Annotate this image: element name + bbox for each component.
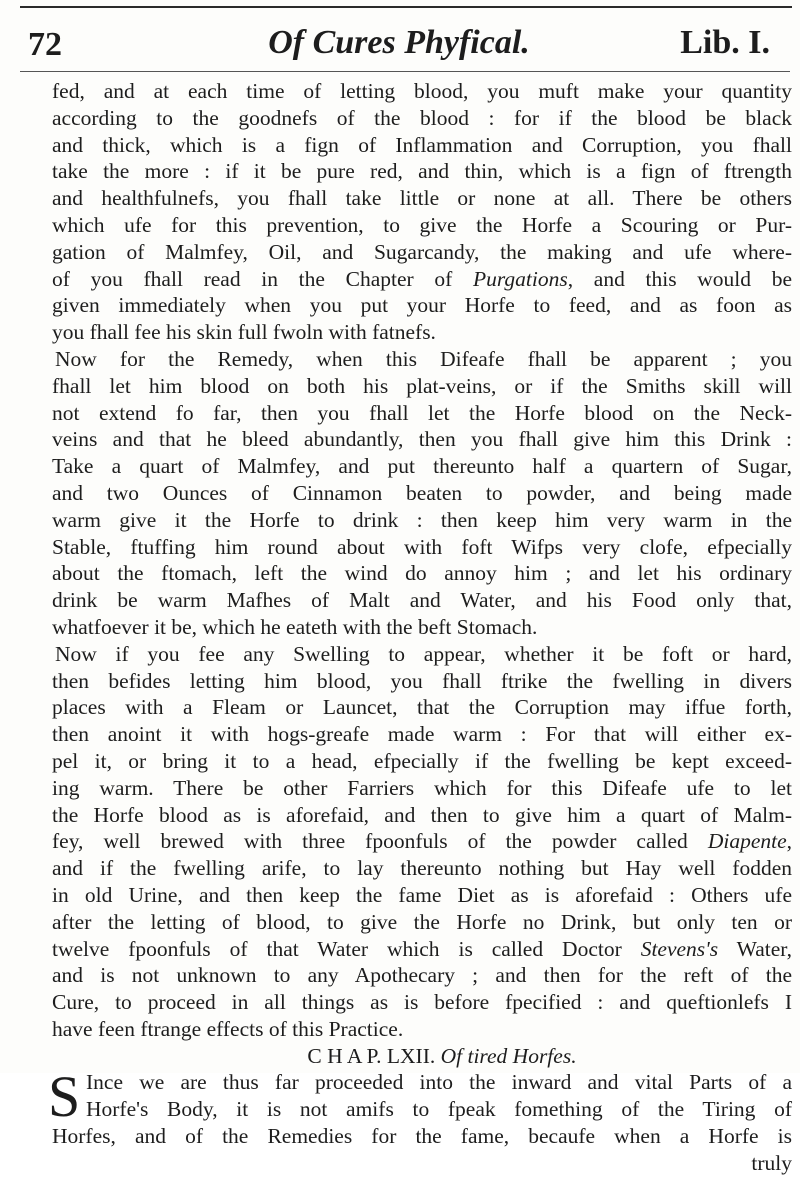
text-line: gation of Malmfey, Oil, and Sugarcandy, the making and ufe where- [52, 239, 792, 264]
text-line: Cure, to proceed in all things as is before fpecified : and queftionlefs I [52, 990, 792, 1015]
text-line: Horfe's Body, it is not amifs to fpeak fomething of the Tiring of [86, 1097, 792, 1122]
text-line: given immediately when you put your Horfe to feed, and as foon as [52, 293, 792, 318]
chapter-opening [48, 1064, 792, 1176]
italic-term: Stevens's [640, 936, 719, 961]
text-line: which ufe for this prevention, to give the Horfe a Scouring or Pur- [52, 212, 792, 237]
chapter-title: Of tired Horfes. [440, 1043, 577, 1068]
text-line: Take a quart of Malmfey, and put thereunto half a quartern of Sugar, [52, 454, 792, 479]
text-line: drink be warm Mafhes of Malt and Water, and his Food only that, [52, 588, 792, 613]
chapter-number: C H A P. LXII. [307, 1043, 436, 1068]
text-line: take the more : if it be pure red, and thin, which is a fign of ftrength [52, 159, 792, 184]
text-line: and healthfulnefs, you fhall take little or none at all. There be others [52, 186, 792, 211]
text-line: Ince we are thus far proceeded into the inward and vital Parts of a [86, 1070, 792, 1095]
text-line: Horfes, and of the Remedies for the fame, becaufe when a Horfe is [52, 1124, 792, 1149]
text-line: after the letting of blood, to give the Horfe no Drink, but only ten or [52, 909, 792, 934]
catchword: truly [751, 1150, 792, 1175]
text-line: and if the fwelling arife, to lay thereunto nothing but Hay well fodden [52, 856, 792, 881]
text-line: not extend fo far, then you fhall let the Horfe blood on the Neck- [52, 400, 792, 425]
text-line: fed, and at each time of letting blood, you muft make your quantity [52, 79, 792, 103]
text-line: twelve fpoonfuls of that Water which is called Doctor Stevens's Water, [52, 936, 792, 961]
text-line: veins and that he bleed abundantly, then you fhall give him this Drink : [52, 427, 792, 452]
text-line: fey, well brewed with three fpoonfuls of the powder called Diapente, [52, 829, 792, 854]
text-line: Now if you fee any Swelling to appear, whether it be foft or hard, [55, 641, 792, 666]
top-border-rule [20, 6, 792, 8]
italic-term: Diapente [707, 829, 787, 854]
page-header [28, 20, 770, 70]
text-line: have feen ftrange effects of this Practice. [52, 1016, 404, 1041]
text-line: places with a Fleam or Launcet, that the Corruption may iffue forth, [52, 695, 792, 720]
text-line: in old Urine, and then keep the fame Diet as is aforefaid : Others ufe [52, 882, 792, 907]
text-line: according to the goodnefs of the blood : for if the blood be black [52, 105, 792, 130]
text-line: fhall let him blood on both his plat-veins, or if the Smiths skill will [52, 373, 792, 398]
chapter-heading [52, 1043, 792, 1070]
text-line: warm give it the Horfe to drink : then keep him very warm in the [52, 507, 792, 532]
page-number: 72 [28, 26, 62, 63]
text-line: whatfoever it be, which he eateth with the beft Stomach. [52, 614, 538, 639]
text-line: pel it, or bring it to a head, efpecially if the fwelling be kept exceed- [52, 748, 792, 773]
text-line: and is not unknown to any Apothecary ; and then for the reft of the [52, 963, 792, 988]
text-line: and two Ounces of Cinnamon beaten to powder, and being made [52, 480, 792, 505]
text-line: then anoint it with hogs-greafe made warm : For that will either ex- [52, 722, 792, 747]
text-line: Now for the Remedy, when this Difeafe fhall be apparent ; you [55, 346, 792, 371]
running-head: Of Cures Phyfical. [268, 24, 530, 61]
text-line: then befides letting him blood, you fhall ftrike the fwelling in divers [52, 668, 792, 693]
book-marker: Lib. I. [680, 24, 770, 61]
text-line: of you fhall read in the Chapter of Purgations, and this would be [52, 266, 792, 291]
text-line: the Horfe blood as is aforefaid, and then to give him a quart of Malm- [52, 802, 792, 827]
text-line: Stable, ftuffing him round about with foft Wifps very clofe, efpecially [52, 534, 792, 559]
italic-term: Purgations [472, 266, 568, 291]
body-text [48, 78, 792, 1177]
text-line: about the ftomach, left the wind do annoy him ; and let his ordinary [52, 561, 792, 586]
header-rule [20, 71, 790, 72]
text-line: and thick, which is a fign of Inflammation and Corruption, you fhall [52, 132, 792, 157]
text-line: you fhall fee his skin full fwoln with fatnefs. [52, 320, 436, 345]
text-line: ing warm. There be other Farriers which for this Difeafe ufe to let [52, 775, 792, 800]
drop-cap: S [48, 1064, 81, 1130]
